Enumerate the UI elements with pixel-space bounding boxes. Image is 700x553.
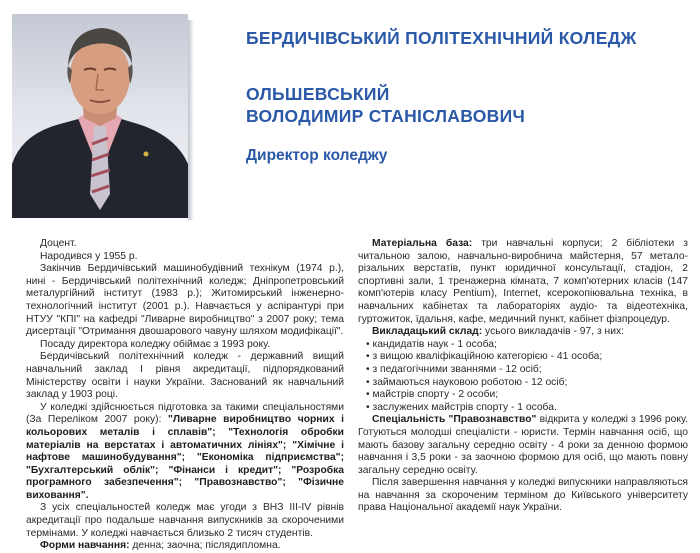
study-forms [26, 540, 344, 553]
education-paragraph: Закінчив Бердичівський машинобудівний технікум (1974 р.), нині - Бердичівський політехнічний коледж; Дніпропетровський металургійний інститут (1983 р.); Житомирський інженерно-технологічний інститут (2001 р.). Навчається у аспірантурі при НТУУ "КПІ" на кафедрі "Ливарне виробництво" з 2007 року; тема дисертації "Отримання двошарового чавуну шляхом модифікації". [26, 263, 344, 338]
list-item: • кандидатів наук - 1 особа; [366, 339, 688, 352]
left-column [26, 238, 344, 553]
director-name [246, 83, 525, 127]
director-surname: ОЛЬШЕВСЬКИЙ [246, 84, 390, 104]
list-item: • з педагогічними званнями - 12 осіб; [366, 364, 688, 377]
list-item: • заслужених майстрів спорту - 1 особа. [366, 402, 688, 415]
staff-paragraph [358, 326, 688, 339]
header [246, 28, 686, 49]
staff-list [358, 339, 688, 415]
agreements-paragraph: З усіх спеціальностей коледж має угоди з ВНЗ ІІІ-ІV рівнів акредитації про подальше навчання випускників за скороченими термінами. У коледжі навчається близько 2 тисяч студентів. [26, 502, 344, 539]
birth-year: Народився у 1955 р. [40, 250, 138, 262]
photo-shadow [188, 20, 194, 220]
director-photo [12, 14, 188, 218]
specialties-list: "Ливарне виробництво чорних і кольорових металів і сплавів"; "Технологія обробки матеріалів на верстатах і автоматичних лініях"; "Хімічне і нафтове машинобудування"; "Економіка підприємства"; "Бухгалтерський облік"; "Фінанси і кредит"; "Розробка програмного забезпечення"; "Правознавство"; "Фізичне виховання". [26, 414, 344, 501]
specialties-paragraph [26, 402, 344, 503]
law-specialty-label: Спеціальність "Правознавство" [372, 414, 537, 426]
law-specialty-text: відкрита у коледжі з 1996 року. Готуються молодші спеціалісти - юристи. Термін навчання осіб, що мають базову загальну середню освіту - 4 роки за денною формою навчання і 3,5 роки - за заочною формою для осіб, що мають повну загальну середню освіту. [358, 414, 688, 476]
law-specialty-paragraph [358, 414, 688, 477]
director-given-names: ВОЛОДИМИР СТАНІСЛАВОВИЧ [246, 106, 526, 126]
facilities-label: Матеріальна база: [372, 238, 473, 249]
study-forms-text: денна; заочна; післядипломна. [132, 540, 281, 552]
facilities-text: три навчальні корпуси; 2 бібліотеки з читальною залою, навчально-виробнича майстерня, 57 метало-різальних верстатів, пункт юридичної консультації, стадіон, 2 спортивні зали, 1 тренажерна кімната, 7 комп'ютерних класів (147 комп'ютерів класу Pentium), Internet, ксерокопіювальна техніка, в навчальних кабінетах та лабораторіях аудіо- та відеотехніка, гуртожиток, їдальня, кафе, медичний пункт, кабінет фізпроцедур. [358, 238, 688, 325]
right-column [358, 238, 688, 515]
specialties-intro: У коледжі здійснюється підготовка за такими спеціальностями (За Переліком 2007 року): [26, 401, 344, 426]
list-item: • займаються науковою роботою - 12 осіб; [366, 377, 688, 390]
study-forms-label: Форми навчання: [40, 540, 130, 552]
facilities-paragraph [358, 238, 688, 326]
list-item: • з вищою кваліфікаційною категорією - 41 особа; [366, 351, 688, 364]
college-description: Бердичівський політехнічний коледж - державний вищий навчальний заклад І рівня акредитації, підпорядкований Міністерству освіти і науки України. Заснований як навчальний заклад у 1903 році. [26, 351, 344, 401]
graduates-paragraph: Після завершення навчання у коледжі випускники направляються на навчання за скороченим терміном до Київського університету права Національної академії наук України. [358, 477, 688, 514]
list-item: • майстрів спорту - 2 особи; [366, 389, 688, 402]
college-title: БЕРДИЧІВСЬКИЙ ПОЛІТЕХНІЧНИЙ КОЛЕДЖ [246, 28, 637, 48]
staff-text: усього викладачів - 97, з них: [485, 326, 624, 338]
director-position: Директор коледжу [246, 147, 388, 164]
tenure-paragraph: Посаду директора коледжу обіймає з 1993 року. [40, 338, 271, 350]
academic-title: Доцент. [40, 238, 77, 249]
staff-label: Викладацький склад: [372, 326, 483, 338]
